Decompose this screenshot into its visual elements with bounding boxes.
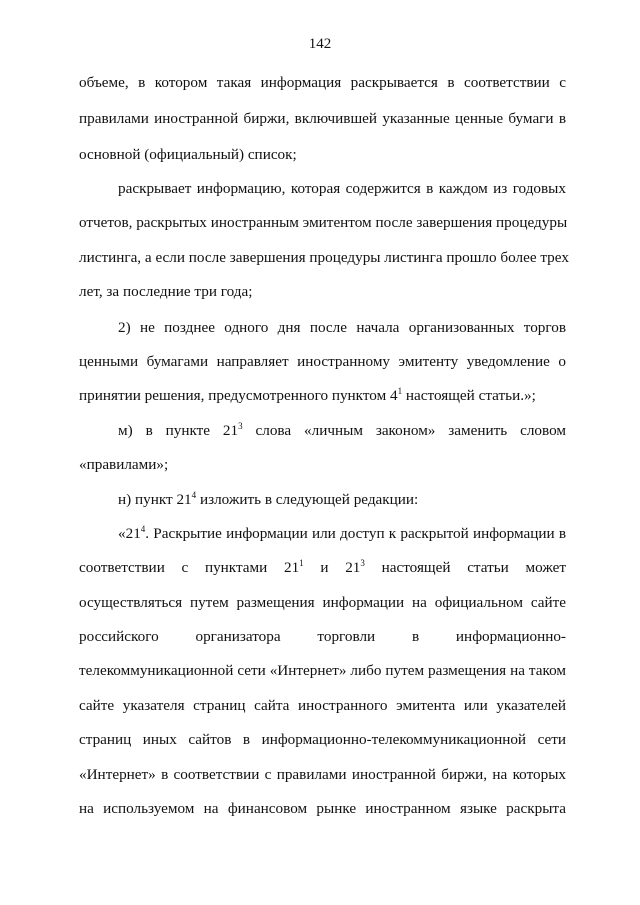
- text-run: «21: [118, 525, 141, 542]
- superscript: 4: [191, 490, 197, 500]
- text-line: «Интернет» в соответствии с правилами иностранной биржи, на которых: [79, 766, 566, 783]
- text-run: изложить в следующей редакции:: [196, 491, 419, 508]
- text-line: [118, 422, 566, 440]
- text-line: «правилами»;: [79, 456, 169, 473]
- superscript: 1: [397, 386, 403, 396]
- text-line: ценными бумагами направляет иностранному эмитенту уведомление о: [79, 353, 566, 370]
- text-line: основной (официальный) список;: [79, 146, 297, 163]
- text-run: м) в пункте 21: [118, 422, 239, 439]
- text-line: раскрывает информацию, которая содержится в каждом из годовых: [118, 180, 566, 197]
- text-line: [118, 491, 566, 509]
- text-line: листинга, а если после завершения процедуры листинга прошло более трех: [79, 249, 569, 266]
- text-line: телекоммуникационной сети «Интернет» либо путем размещения на таком: [79, 662, 566, 679]
- text-line: правилами иностранной биржи, включившей указанные ценные бумаги в: [79, 110, 566, 127]
- text-line: 2) не позднее одного дня после начала организованных торгов: [118, 319, 566, 336]
- page-number: 142: [308, 36, 332, 52]
- text-line: российского организатора торговли в информационно-: [79, 628, 566, 645]
- superscript: 3: [238, 421, 243, 431]
- superscript: 4: [140, 524, 146, 534]
- text-line: [118, 525, 566, 543]
- text-line: [79, 559, 566, 577]
- text-run: принятии решения, предусмотренного пунктом 4: [79, 387, 398, 404]
- text-run: и 21: [303, 559, 361, 576]
- text-line: лет, за последние три года;: [79, 283, 253, 300]
- superscript: 1: [299, 558, 304, 568]
- text-run: слова «личным законом» заменить словом: [242, 422, 566, 439]
- text-run: настоящей статьи.»;: [402, 387, 536, 404]
- superscript: 3: [360, 558, 365, 568]
- text-run: настоящей статьи может: [364, 559, 566, 576]
- text-run: соответствии с пунктами 21: [79, 559, 300, 576]
- text-run: . Раскрытие информации или доступ к раскрытой информации в: [145, 525, 566, 542]
- text-line: сайте указателя страниц сайта иностранного эмитента или указателей: [79, 697, 566, 714]
- text-line: отчетов, раскрытых иностранным эмитентом после завершения процедуры: [79, 214, 568, 231]
- text-line: страниц иных сайтов в информационно-телекоммуникационной сети: [79, 731, 566, 748]
- text-run: н) пункт 21: [118, 491, 192, 508]
- text-line: осуществляться путем размещения информации на официальном сайте: [79, 594, 566, 611]
- text-line: объеме, в котором такая информация раскрывается в соответствии с: [79, 74, 566, 91]
- text-line: на используемом на финансовом рынке иностранном языке раскрыта: [79, 800, 566, 817]
- text-line: [79, 387, 566, 405]
